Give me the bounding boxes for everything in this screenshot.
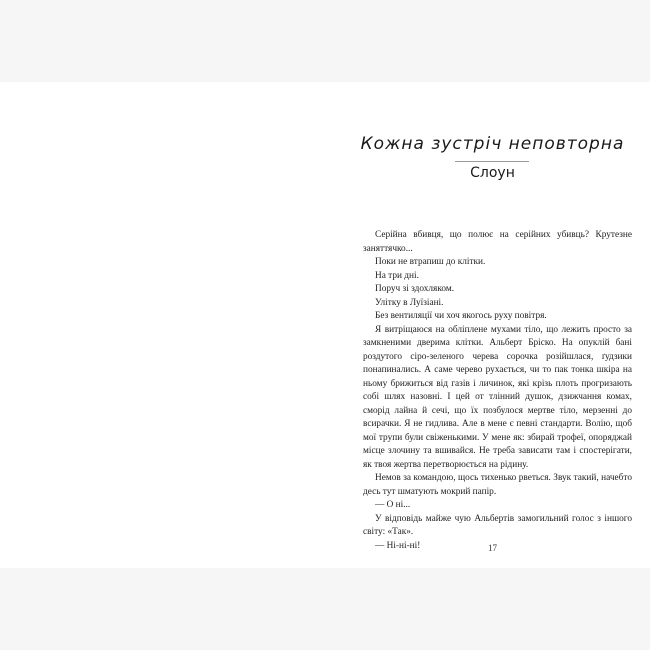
chapter-subtitle: Слоун	[470, 165, 515, 181]
book-page	[0, 82, 650, 568]
paragraph: На три дні.	[375, 270, 419, 281]
chapter-title: Кожна зустріч неповторна	[360, 134, 625, 154]
paragraph: — Ні-ні-ні!	[375, 540, 421, 551]
paragraph: Без вентиляції чи хоч якогось руху повітря.	[375, 311, 547, 321]
paragraph: Немов за командою, щось тихенько рветься. Звук такий, начебто десь тут шматують мокрий папір.	[363, 473, 632, 497]
paragraph: У відповідь майже чую Альбертів замогильний голос з іншого світу: «Так».	[363, 513, 632, 537]
paragraph: Я витріщаюся на обліплене мухами тіло, що лежить просто за замкненими дверима клітки. Альберт Бріско. На опуклій бані роздутого сіро-зеленого черева сорочка розійшлася, ґудзики понапинались. А саме черево рухається, чи то пак тонка шкіра на ньому брижиться від газів і личинок, які крізь плоть прогризають собі шлях назовні. І цей от тлінний душок, дзижчання комах, сморід лайна й сечі, що їх позбулося мертве тіло, мерзенні до всирачки. Я не гидлива. Але в мене є певні стандарти. Волію, щоб мої трупи були свіженькими. У мене як: збирай трофеї, опоряджай місце злочину та вшивайся. Не треба зависати там і спостерігати, як твоя жертва перетворюється на рідину.	[363, 324, 632, 470]
paragraph: Серійна вбивця, що полює на серійних убивць? Крутезне заняттячко...	[363, 230, 632, 254]
chapter-body	[363, 229, 632, 553]
paragraph: Поки не втрапиш до клітки.	[375, 257, 486, 267]
paragraph: Поруч зі здохляком.	[375, 284, 455, 294]
page-number: 17	[488, 543, 497, 553]
title-divider	[455, 161, 529, 162]
paragraph: Улітку в Луїзіані.	[375, 297, 444, 308]
paragraph: — О ні...	[375, 500, 411, 510]
